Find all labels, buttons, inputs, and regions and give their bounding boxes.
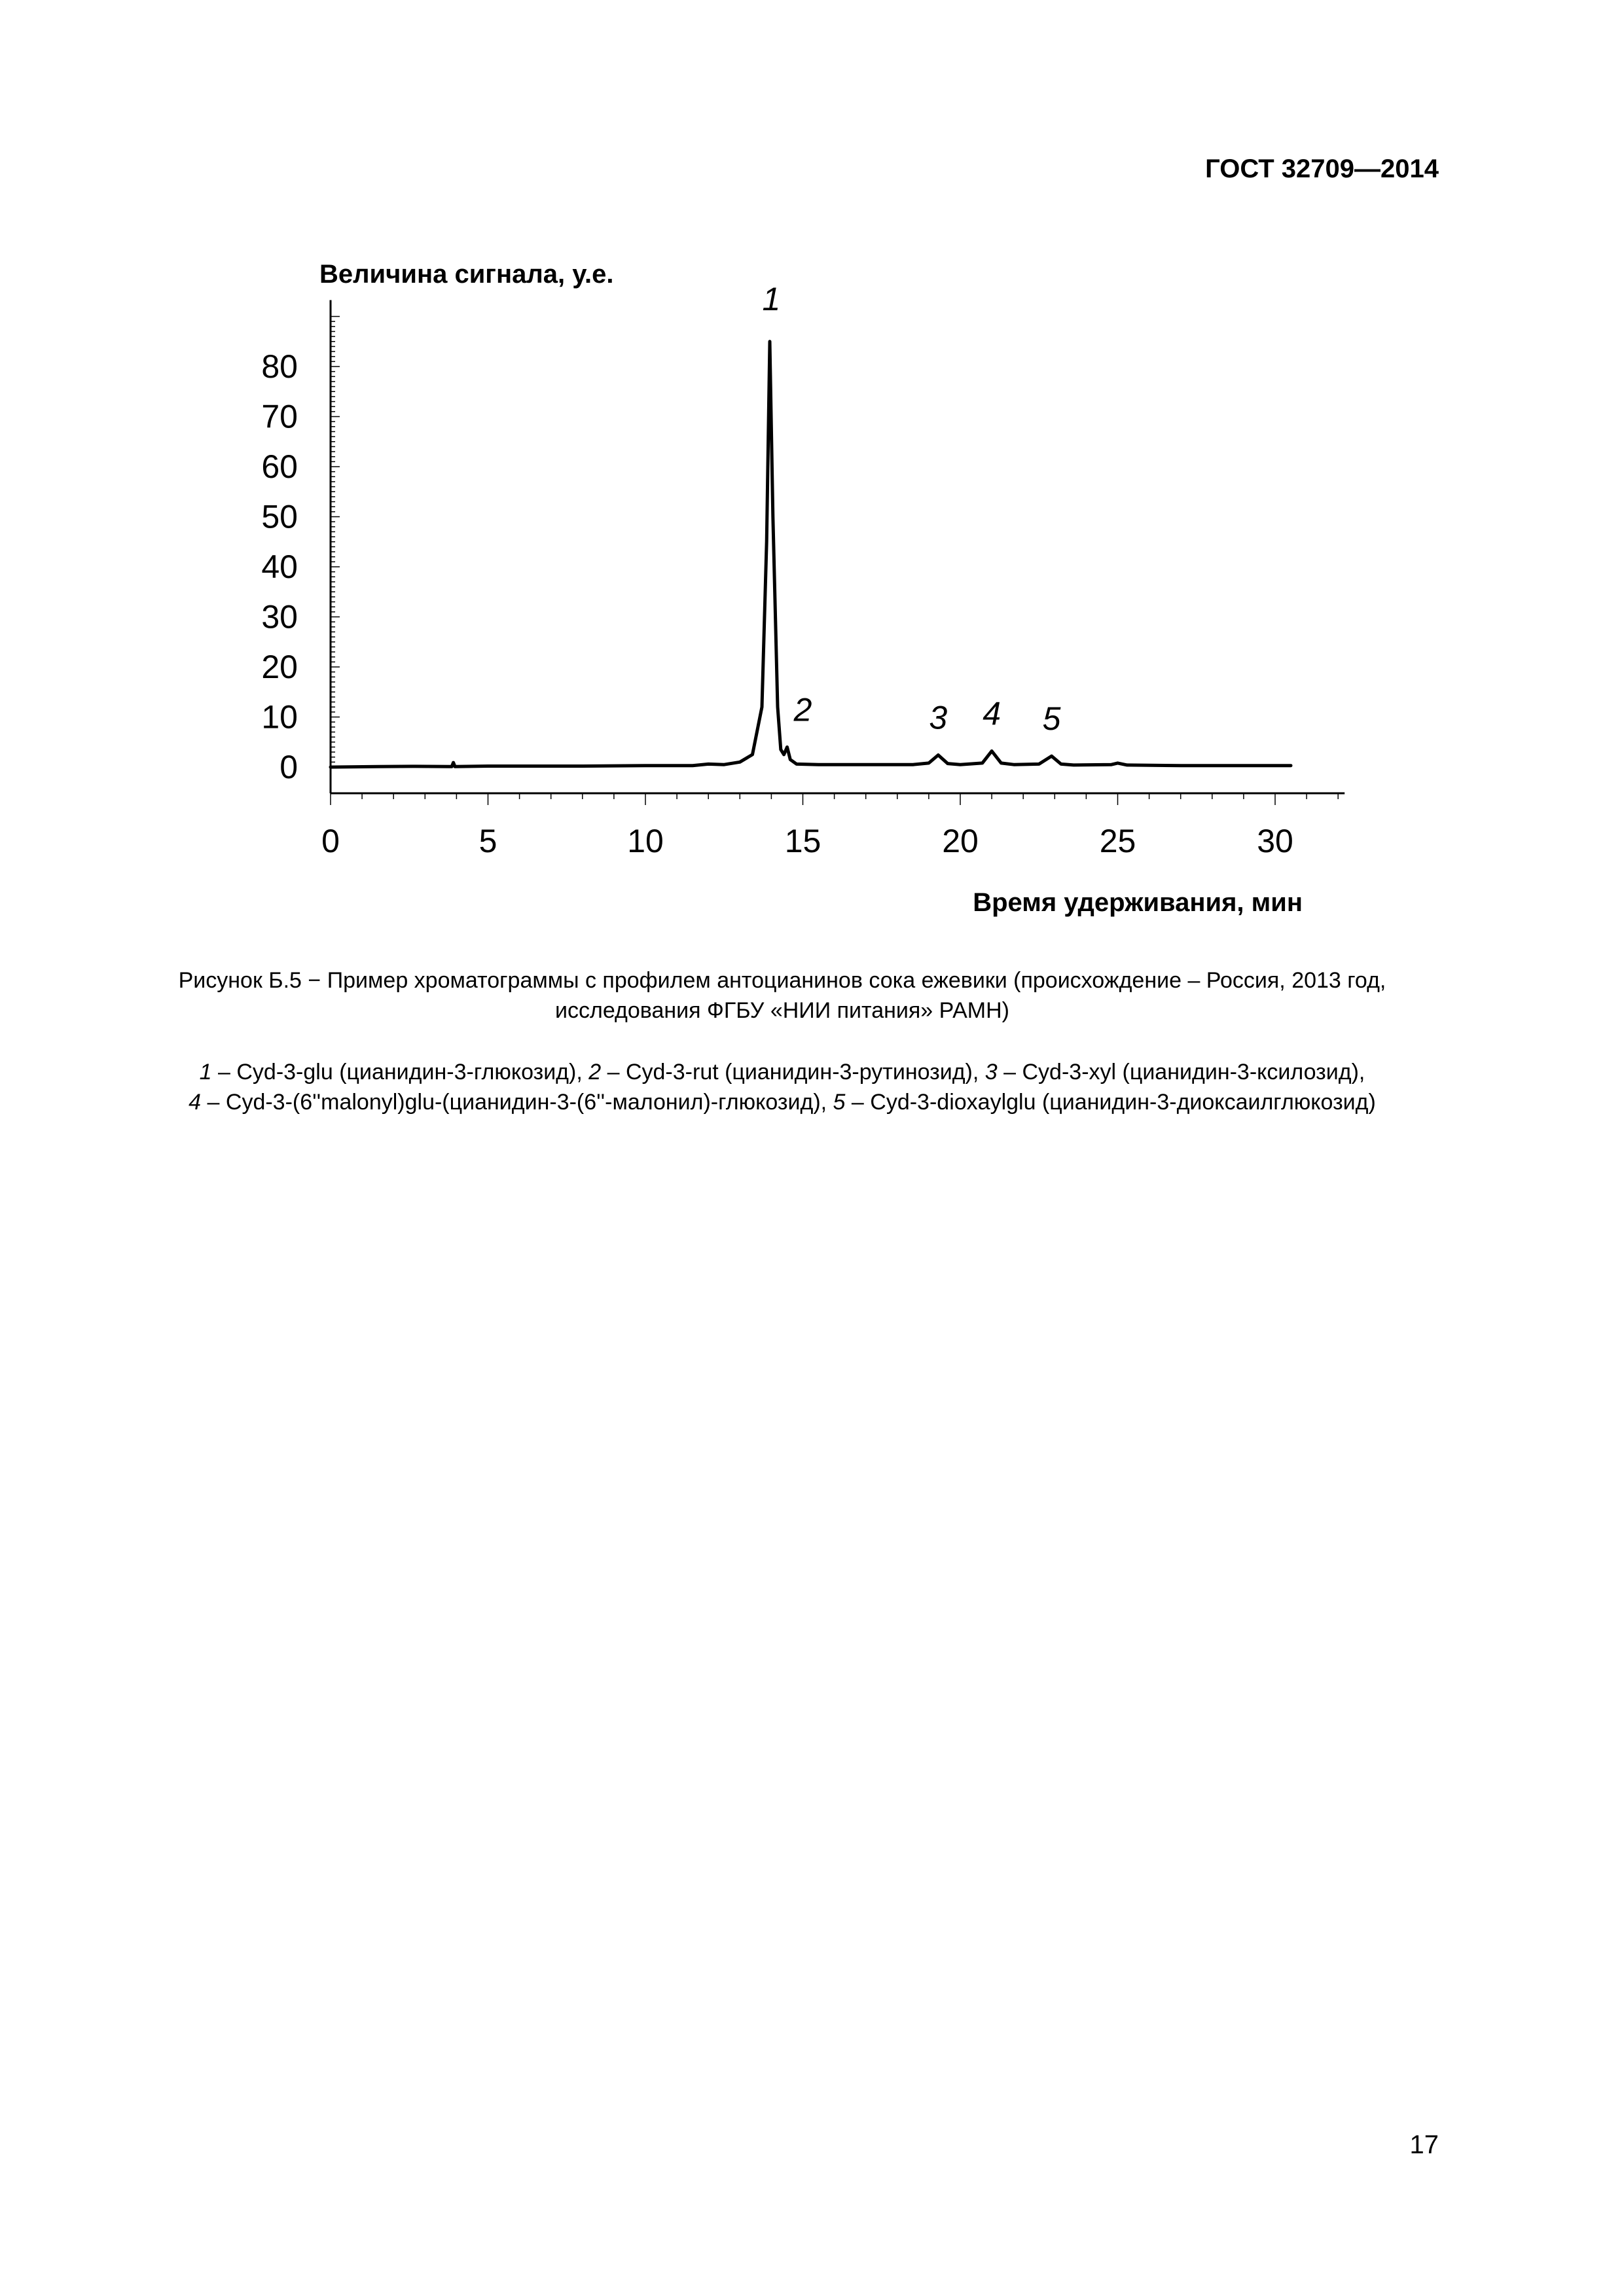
y-tick-label: 30 <box>261 598 298 636</box>
peak-label-5: 5 <box>1042 700 1061 738</box>
peak-label-3: 3 <box>929 699 948 736</box>
x-tick-label: 20 <box>942 823 979 859</box>
x-tick-label: 25 <box>1099 823 1136 859</box>
legend-num-3: 3 <box>984 1060 998 1085</box>
peak-label-2: 2 <box>793 691 812 728</box>
x-tick-label: 0 <box>321 823 340 859</box>
y-tick-label: 60 <box>261 448 298 485</box>
y-tick-label: 20 <box>261 649 298 685</box>
y-tick-label: 70 <box>261 398 298 435</box>
legend-num-1: 1 <box>199 1060 212 1085</box>
legend-text-1: – Cyd-3-glu (цианидин-3-глюкозид), <box>211 1060 589 1085</box>
y-axis-label: Величина сигнала, у.е. <box>319 260 614 289</box>
y-tick-label: 40 <box>261 548 298 585</box>
x-tick-label: 10 <box>627 823 664 859</box>
peak-labels <box>762 281 1060 737</box>
peak-label-1: 1 <box>762 280 781 317</box>
y-tick-label: 0 <box>280 749 298 785</box>
standard-code: ГОСТ 32709—2014 <box>1205 154 1439 183</box>
legend-text-5: – Cyd-3-dioxaylglu (цианидин-3-диоксаилглюкозид) <box>845 1090 1376 1115</box>
page-number: 17 <box>1409 2130 1439 2159</box>
legend-num-2: 2 <box>588 1060 602 1085</box>
chromatogram-chart <box>0 0 1624 949</box>
figure-legend <box>128 1057 1437 1117</box>
legend-num-5: 5 <box>833 1090 846 1115</box>
x-tick-label: 30 <box>1257 823 1293 859</box>
legend-text-3: – Cyd-3-xyl (цианидин-3-ксилозид), <box>997 1060 1365 1085</box>
x-axis-label: Время удерживания, мин <box>973 888 1303 917</box>
chart-ticks <box>261 317 1338 860</box>
peak-label-4: 4 <box>983 695 1001 732</box>
x-tick-label: 15 <box>784 823 821 859</box>
chart-axes <box>331 300 1344 794</box>
legend-text-4: – Cyd-3-(6''malonyl)glu-(цианидин-3-(6''-малонил)-глюкозид), <box>201 1090 833 1115</box>
figure-caption: Рисунок Б.5 − Пример хроматограммы с профилем антоцианинов сока ежевики (происхождение – Россия, 2013 год, исследования ФГБУ «НИИ питания» РАМН) <box>178 968 1386 1023</box>
y-tick-label: 10 <box>261 698 298 736</box>
y-tick-label: 80 <box>261 348 298 385</box>
chromatogram-figure <box>0 0 1624 949</box>
legend-text-2: – Cyd-3-rut (цианидин-3-рутинозид), <box>601 1060 985 1085</box>
legend-num-4: 4 <box>189 1090 202 1115</box>
x-tick-label: 5 <box>478 823 497 859</box>
y-tick-label: 50 <box>261 498 298 535</box>
